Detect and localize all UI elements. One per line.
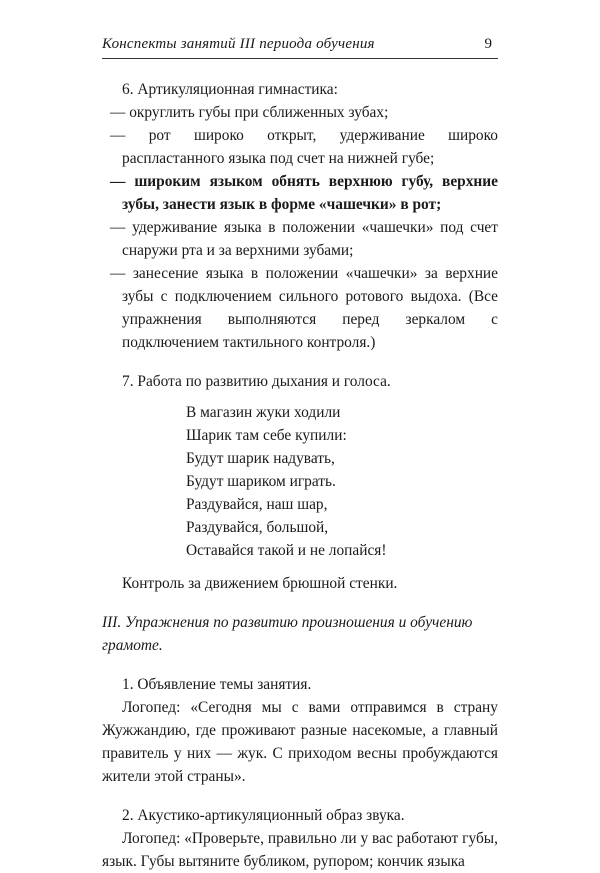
item-6-line-5: — занесение языка в положении «чашечки» за верхние зубы с подключением сильного ротового выдоха. (Все упражнения выполняются перед зеркалом с подключением тактильного контроля.) bbox=[110, 265, 498, 351]
item-6-title: 6. Артикуляционная гимнастика: bbox=[122, 81, 338, 98]
spacer bbox=[102, 354, 498, 370]
poem-line-6: Раздувайся, большой, bbox=[186, 519, 329, 536]
running-header bbox=[102, 36, 498, 58]
page-number: 9 bbox=[484, 36, 492, 52]
item-7-note: Контроль за движением брюшной стенки. bbox=[122, 575, 398, 592]
poem-line-1: В магазин жуки ходили bbox=[186, 404, 341, 421]
item-6-line-1: — округлить губы при сближенных зубах; bbox=[110, 104, 389, 121]
page-body bbox=[102, 78, 498, 873]
poem-line-7: Оставайся такой и не лопайся! bbox=[186, 542, 387, 559]
item-6-line-4: — удерживание языка в положении «чашечки» под счет снаружи рта и за верхними зубами; bbox=[110, 219, 498, 259]
poem-line-5: Раздувайся, наш шар, bbox=[186, 496, 328, 513]
item-2-text: Логопед: «Проверьте, правильно ли у вас работают губы, язык. Губы вытяните бубликом, рупором; кончик языка bbox=[102, 830, 498, 870]
poem-line-3: Будут шарик надувать, bbox=[186, 450, 335, 467]
item-6-line-2: — рот широко открыт, удерживание широко распластанного языка под счет на нижней губе; bbox=[110, 127, 498, 167]
item-1-text: Логопед: «Сегодня мы с вами отправимся в страну Жужжандию, где проживают разные насекомые, а главный правитель у них — жук. С приходом весны пробуждаются жители этой страны». bbox=[102, 699, 498, 785]
poem bbox=[102, 401, 498, 562]
poem-line-4: Будут шариком играть. bbox=[186, 473, 336, 490]
spacer bbox=[102, 562, 498, 572]
header-rule bbox=[102, 58, 498, 59]
spacer bbox=[102, 595, 498, 611]
spacer bbox=[102, 788, 498, 804]
header-title: Конспекты занятий III периода обучения bbox=[102, 36, 375, 52]
spacer bbox=[102, 657, 498, 673]
item-1-title: 1. Объявление темы занятия. bbox=[122, 676, 312, 693]
poem-line-2: Шарик там себе купили: bbox=[186, 427, 347, 444]
item-2-title: 2. Акустико-артикуляционный образ звука. bbox=[122, 807, 405, 824]
section-3-heading: III. Упражнения по развитию произношения и обучению грамоте. bbox=[102, 614, 473, 654]
item-6-line-3: — широким языком обнять верхнюю губу, верхние зубы, занести язык в форме «чашечки» в рот; bbox=[110, 173, 498, 213]
item-7-title: 7. Работа по развитию дыхания и голоса. bbox=[122, 373, 391, 390]
